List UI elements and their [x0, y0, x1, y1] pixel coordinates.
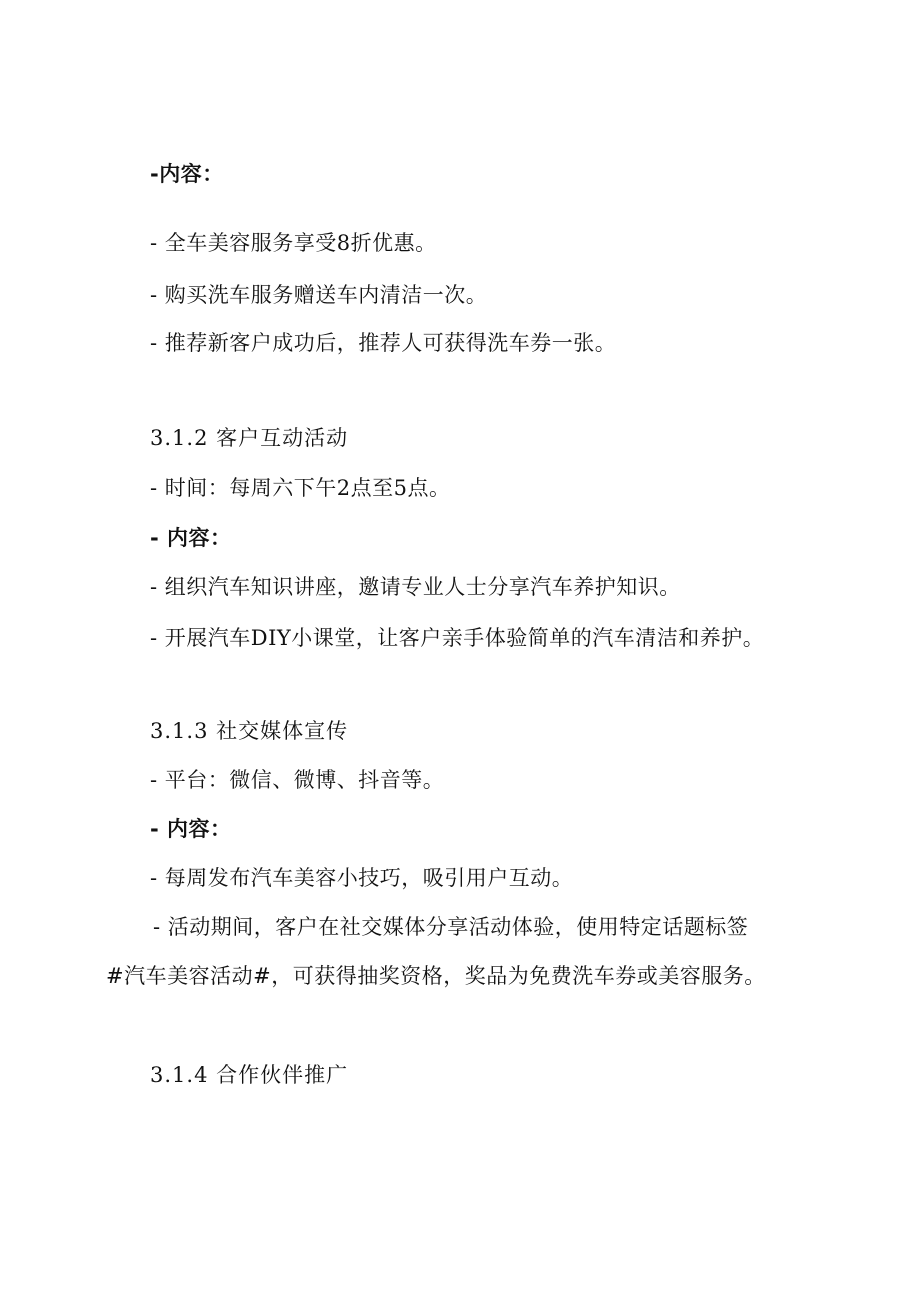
content-label: -内容：	[150, 162, 224, 186]
list-item: - 推荐新客户成功后，推荐人可获得洗车券一张。	[150, 331, 617, 355]
section-heading-3-1-2: 3.1.2 客户互动活动	[150, 426, 349, 450]
content-label: - 内容：	[150, 817, 232, 841]
paragraph-line: #汽车美容活动#，可获得抽奖资格，奖品为免费洗车券或美容服务。	[106, 964, 766, 988]
section-heading-3-1-3: 3.1.3 社交媒体宣传	[150, 719, 349, 743]
section-heading-3-1-4: 3.1.4 合作伙伴推广	[150, 1063, 349, 1087]
paragraph-line: - 活动期间，客户在社交媒体分享活动体验，使用特定话题标签	[153, 915, 749, 939]
list-item: - 每周发布汽车美容小技巧，吸引用户互动。	[150, 866, 574, 890]
list-item: - 平台：微信、微博、抖音等。	[150, 768, 445, 792]
content-label: - 内容：	[150, 526, 232, 550]
list-item: - 组织汽车知识讲座，邀请专业人士分享汽车养护知识。	[150, 575, 681, 599]
list-item: - 时间：每周六下午2点至5点。	[150, 476, 451, 500]
list-item: - 购买洗车服务赠送车内清洁一次。	[150, 283, 488, 307]
list-item: - 全车美容服务享受8折优惠。	[150, 231, 437, 255]
list-item: - 开展汽车DIY小课堂，让客户亲手体验简单的汽车清洁和养护。	[150, 626, 765, 650]
